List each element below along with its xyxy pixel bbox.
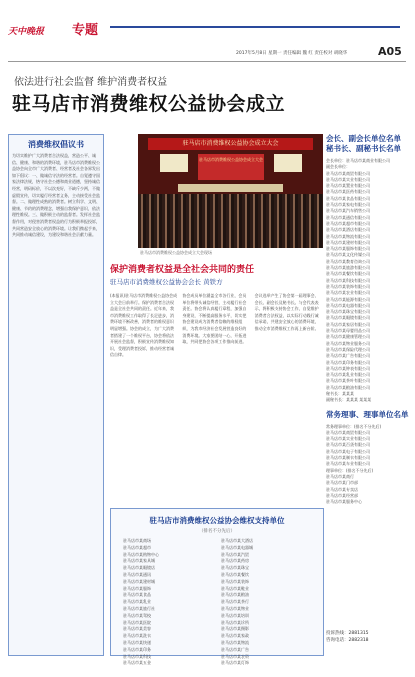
council-entry: 驻马店市某电子有限公司	[326, 448, 370, 454]
officer-entry: 驻马店市某装饰有限公司	[326, 283, 370, 289]
officer-entry: 驻马店市某保险代理公司	[326, 346, 370, 352]
section-name: 专题	[72, 23, 99, 38]
officers-column	[326, 134, 409, 654]
proposal-body: 为切实维护广大消费者合法权益，营造公平、诚信、健康、和谐的消费环境，驻马店市消费维权公益协会向全市广大消费者、经营者及社会各界发出如下倡议：一、做诚信守法的经营者。自觉遵守国家法律法规，恪守社会公德和商业道德，坚持诚信经营，明码标价，不以次充好，不缺斤少两，不做虚假宣传，切实履行经营者义务，主动接受社会监督。二、做理性成熟的消费者。树立科学、文明、健康、节约的消费理念，增强自我保护意识，依法理性维权。三、做积极主动的监督者。发挥社会监督作用，对侵害消费者权益的行为积极举报投诉，共同营造安全放心的消费环境。让我们携起手来，共同推动诚信建设，为建设和谐社会贡献力量。	[12, 153, 100, 238]
page-header	[0, 0, 415, 60]
officer-entry: 驻马店市某文化传媒公司	[326, 252, 370, 258]
officer-entry: 驻马店市某物流有限公司	[326, 233, 370, 239]
officer-entry: 驻马店市某家居有限公司	[326, 321, 370, 327]
officer-entry: 副秘书长：某某某 某某某	[326, 397, 372, 403]
officer-entry: 驻马店市某汽车销售公司	[326, 208, 370, 214]
photo-caption: 驻马店市消费维权公益协会成立大会现场	[140, 250, 212, 255]
officer-entry: 驻马店市某农业有限公司	[326, 290, 370, 296]
page-number: A05	[378, 45, 402, 58]
officer-entry: 驻马店市某置业有限公司	[326, 183, 370, 189]
officer-entry: 驻马店市某健康管理公司	[326, 334, 370, 340]
council-entry: 常务理事单位：(排名不分先后)	[326, 423, 382, 429]
council-entry: 驻马店市某经营部	[326, 492, 358, 498]
support-unit: 驻马店市某洗衣	[123, 633, 151, 639]
support-unit: 驻马店市某广告	[221, 646, 249, 652]
audience	[138, 194, 323, 248]
officer-entry: 驻马店市某教育咨询公司	[326, 258, 370, 264]
support-unit: 驻马店市某餐饮	[221, 571, 249, 577]
council-list	[326, 424, 409, 506]
officers-title: 会长、副会长单位名单 秘书长、副秘书长名单	[326, 134, 401, 153]
officer-entry: 驻马店市某餐饮有限公司	[326, 271, 370, 277]
officer-entry: 驻马店市某珠宝有限公司	[326, 309, 370, 315]
officer-entry: 秘书长：某某某	[326, 390, 354, 396]
officer-entry: 驻马店市某食品有限公司	[326, 195, 370, 201]
council-entry: 驻马店市某制衣有限公司	[326, 455, 370, 461]
officer-entry: 驻马店市某医药有限公司	[326, 189, 370, 195]
council-entry: 驻马店市某服务中心	[326, 499, 362, 505]
support-unit: 驻马店市某摄影	[221, 626, 249, 632]
support-unit: 驻马店市某珠宝	[221, 565, 249, 571]
officer-entry: 驻马店市某物业服务公司	[326, 340, 370, 346]
support-unit: 驻马店市某五金	[123, 660, 151, 666]
support-unit: 驻马店市某购物中心	[123, 551, 159, 557]
officer-entry: 驻马店市某酒店有限公司	[326, 227, 370, 233]
support-unit: 驻马店市某驾校	[123, 612, 151, 618]
header-rule	[8, 61, 406, 62]
support-unit: 驻马店市某诊所	[221, 619, 249, 625]
officer-entry: 副会长单位：	[326, 164, 350, 170]
officer-entry: 驻马店市某印务有限公司	[326, 359, 370, 365]
support-unit: 驻马店市某食品	[123, 592, 151, 598]
conference-photo	[138, 134, 323, 248]
support-units-title: 驻马店市消费维权公益协会维权支持单位	[149, 516, 285, 525]
officer-entry: 驻马店市某广告有限公司	[326, 353, 370, 359]
support-unit: 驻马店市某电器城	[221, 544, 253, 550]
podium	[178, 184, 283, 192]
support-unit: 驻马店市某灯饰	[221, 660, 249, 666]
officer-entry: 驻马店市某实业有限公司	[326, 176, 370, 182]
side-screen-right	[274, 154, 302, 172]
support-unit: 驻马店市某印务	[123, 646, 151, 652]
support-unit: 驻马店市某通讯	[123, 571, 151, 577]
contact-line: 投诉热线：2881315	[326, 631, 369, 636]
article-column: 会议选举产生了协会第一届理事会、会长、副会长及秘书长。与会代表表示，将积极支持协会工作，自觉维护消费者合法权益，以实际行动践行诚信承诺，共建安全放心的消费环境，推动全市消费维权工作再上新台阶。	[254, 293, 319, 331]
officer-entry: 驻马店市某钟表有限公司	[326, 365, 370, 371]
support-unit: 驻马店市某超市	[123, 544, 151, 550]
headline: 驻马店市消费维权公益协会成立	[12, 93, 286, 115]
contact-info	[326, 630, 409, 644]
support-unit: 驻马店市某乳业	[123, 599, 151, 605]
officer-entry: 驻马店市某家电有限公司	[326, 202, 370, 208]
support-unit: 驻马店市某茶行	[221, 599, 249, 605]
officer-entry: 驻马店市某电器有限公司	[326, 302, 370, 308]
officer-entry: 驻马店市某建材有限公司	[326, 239, 370, 245]
support-unit: 驻马店市某大酒店	[221, 538, 253, 543]
article-title: 保护消费者权益是全社会共同的责任	[110, 265, 255, 275]
council-entry: 驻马店市某专卖店	[326, 486, 358, 492]
support-unit: 驻马店市某家政	[221, 633, 249, 639]
officers-list	[326, 158, 409, 404]
officer-entry: 驻马店市某商贸有限公司	[326, 170, 370, 176]
officer-entry: 驻马店市某能源有限公司	[326, 296, 370, 302]
officer-entry: 驻马店市某超市有限公司	[326, 220, 370, 226]
article-column: 协会成员单位涵盖全市各行业，会员单位将带头诚信经营，主动履行社会责任。协会将认真履行章程，加强自身建设，不断提高服务水平，切实把协会建设成为消费者信赖的维权组织，为我市经济社会发展营造良好的消费环境。大家要团结一心，开拓进取，共同把协会各项工作推向前进。	[182, 293, 247, 345]
proposal-box	[8, 134, 104, 656]
council-entry: 驻马店市某门市部	[326, 480, 358, 486]
support-unit: 驻马店市某服饰	[123, 585, 151, 591]
support-unit: 驻马店市某药房	[221, 558, 249, 564]
support-unit: 驻马店市某眼镜店	[123, 565, 155, 571]
officer-entry: 驻马店市某服饰有限公司	[326, 246, 370, 252]
subheadline: 依法进行社会监督 维护消费者权益	[14, 77, 168, 88]
support-units-subtitle: （排名不分先后）	[199, 529, 235, 534]
support-unit: 驻马店市某美容	[123, 626, 151, 632]
officer-entry: 驻马店市某茶叶有限公司	[326, 378, 370, 384]
council-entry: 驻马店市某百货有限公司	[326, 442, 370, 448]
support-unit: 驻马店市某装饰	[221, 578, 249, 584]
center-screen: 驻马店市消费维权公益协会成立大会	[198, 154, 264, 180]
support-unit: 驻马店市某家具城	[123, 558, 155, 564]
support-unit: 驻马店市某科技	[123, 653, 151, 659]
support-unit: 驻马店市某培训	[221, 612, 249, 618]
proposal-title: 消费维权倡议书	[28, 140, 84, 149]
support-unit: 驻马店市某鞋业	[221, 585, 249, 591]
paper-name: 天中晚报	[8, 27, 45, 37]
council-entry: 驻马店市某商贸有限公司	[326, 429, 370, 435]
section-divider	[110, 26, 400, 28]
support-unit: 驻马店市某粮油	[221, 592, 249, 598]
date-line: 2017年5月8日 星期一 责任编辑 魏 红 责任校对 胡晓华	[236, 51, 348, 56]
support-unit: 驻马店市某快递	[123, 639, 151, 645]
officer-entry: 驻马店市某旅游有限公司	[326, 265, 370, 271]
support-unit: 驻马店市某汽贸	[221, 551, 249, 557]
council-entry: 驻马店市某商行	[326, 473, 354, 479]
support-unit: 驻马店市某建材城	[123, 578, 155, 584]
officer-entry: 驻马店市某粮油有限公司	[326, 384, 370, 390]
article-body	[110, 293, 322, 503]
article-heading	[110, 262, 322, 286]
contact-line: 咨询电话：2882318	[326, 638, 369, 643]
officer-entry: 驻马店市某母婴用品公司	[326, 328, 370, 334]
officer-entry: 驻马店市某眼镜有限公司	[326, 315, 370, 321]
support-unit: 驻马店市某商场	[123, 538, 151, 543]
article-column: (本报讯)驻马店市消费维权公益协会成立大会日前举行。保护消费者合法权益是全社会共同的责任。近年来，我市消费维权工作取得了长足进步，消费环境不断改善，消费者的维权意识明显增强。协会的成立，为广大消费者搭建了一个维权平台，协会将依法开展社会监督，积极宣传消费维权知识，受理消费者投诉，推动经营者诚信自律。	[110, 293, 178, 358]
officer-entry: 驻马店市某科技有限公司	[326, 277, 370, 283]
support-unit: 驻马店市某旅行社	[123, 605, 155, 611]
council-entry: 理事单位：(排名不分先后)	[326, 467, 374, 473]
officer-entry: 驻马店市某乳业有限公司	[326, 372, 370, 378]
council-title: 常务理事、理事单位名单	[326, 409, 409, 419]
stage-banner: 驻马店市消费维权公益协会成立大会	[148, 138, 313, 150]
article-byline: 驻马店市消费维权公益协会会长 黄铁方	[110, 278, 223, 286]
support-units-list	[111, 534, 323, 671]
support-unit: 驻马店市某物流	[221, 639, 249, 645]
support-unit: 驻马店市某物业	[221, 605, 249, 611]
council-entry: 驻马店市某实业有限公司	[326, 436, 370, 442]
officer-entry: 会长单位：驻马店市某商业有限公司	[326, 158, 390, 163]
side-screen-left	[160, 154, 188, 172]
support-unit: 驻马店市某医院	[123, 619, 151, 625]
support-unit: 驻马店市某农资	[221, 653, 249, 659]
officer-entry: 驻马店市某通信有限公司	[326, 214, 370, 220]
council-entry: 驻马店市某车业有限公司	[326, 461, 370, 467]
support-units-box	[110, 508, 324, 666]
